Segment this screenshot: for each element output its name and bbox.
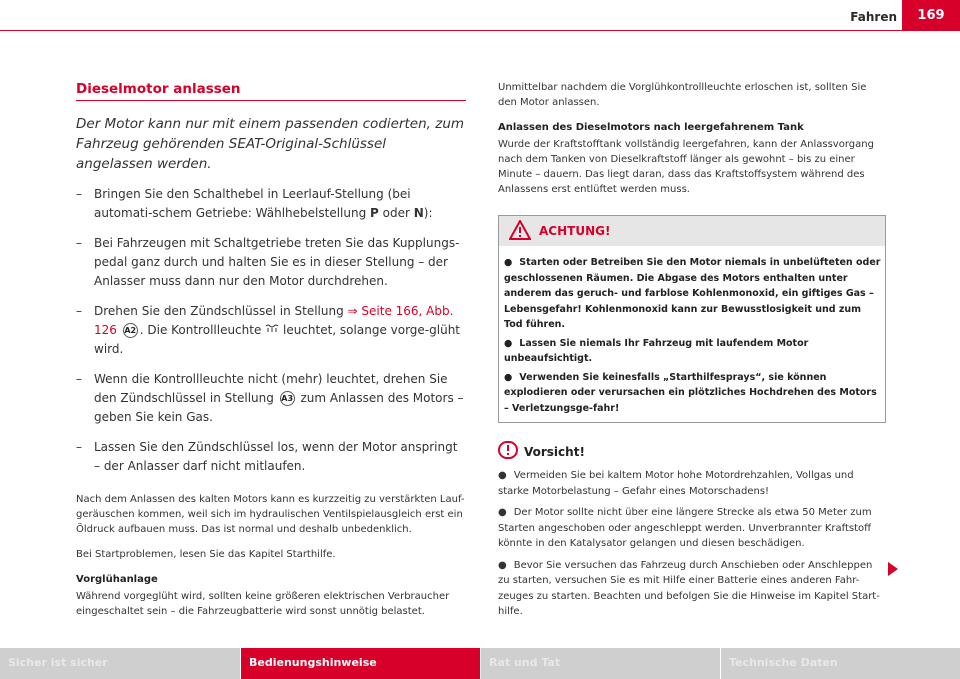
step-2-text: Bei Fahrzeugen mit Schaltgetriebe treten Sie das Kupplungs-pedal ganz durch und halten Sie es in dieser Stellung – der Anlasser muss dann nur den Motor durchdrehen. — [94, 236, 460, 288]
warning-item: ● Starten oder Betreiben Sie den Motor niemals in unbelüfteten oder geschlossenen Räumen. Die Abgase des Motors enthalten unter anderem das geruch- und farblose Kohlenmonoxid, ein giftiges Gas – Lebensgefahr! Kohlenmonoxid kann zur Bewusstlosigkeit und zum Tod führen. — [504, 257, 881, 330]
step-1-end: ): — [423, 206, 433, 220]
chapter-title: Fahren — [850, 10, 897, 24]
paragraph-empty-tank: Wurde der Kraftstofftank vollständig leergefahren, kann der Anlassvorgang nach dem Tanken von Dieselkraftstoff länger als gewohnt – bis zu einer Minute – dauern. Das liegt daran, dass das Kraftstoffsystem während des Anlassens erst entlüftet werden muss. — [498, 139, 874, 195]
position-badge-a3: A3 — [280, 391, 295, 406]
footer-nav — [0, 648, 960, 679]
glow-plug-icon — [265, 325, 279, 336]
figure-reference-link[interactable]: ⇒ Seite 166, Abb. 126 — [94, 304, 454, 337]
step-4 — [76, 370, 466, 427]
left-column — [76, 80, 466, 619]
tab-technische-daten[interactable]: Technische Daten — [720, 648, 960, 679]
next-page-arrow-icon[interactable] — [888, 561, 898, 580]
step-dash: – — [76, 440, 82, 454]
step-dash: – — [76, 187, 82, 201]
right-column — [498, 80, 886, 620]
step-2 — [76, 234, 466, 291]
step-dash: – — [76, 372, 82, 386]
paragraph-start-after-glow: Unmittelbar nachdem die Vorglühkontrollleuchte erloschen ist, sollten Sie den Motor anlassen. — [498, 82, 867, 108]
caution-item: ● Der Motor sollte nicht über eine längere Strecke als etwa 50 Meter zum Starten angeschoben oder angeschleppt werden. Unverbrannter Kraftstoff könnte in den Katalysator gelangen und diesen beschädigen. — [498, 507, 872, 549]
caution-exclamation-icon — [498, 441, 518, 462]
page-number: 169 — [902, 0, 960, 31]
caution-title: Vorsicht! — [524, 444, 585, 459]
caution-header — [498, 441, 886, 462]
warning-triangle-icon — [509, 220, 531, 243]
step-5 — [76, 438, 466, 476]
warning-body — [499, 246, 885, 422]
caution-item-text: Bevor Sie versuchen das Fahrzeug durch Anschieben oder Anschleppen zu starten, versuchen Sie es mit Hilfe einer Batterie eines anderen Fahr-zeuges zu starten. Beachten und befolgen Sie die Hinweise im Kapitel Start-hilfe. — [498, 559, 880, 617]
paragraph-start-problems: Bei Startproblemen, lesen Sie das Kapitel Starthilfe. — [76, 549, 336, 560]
step-3-text-c: leuchtet, solange vorge-glüht wird. — [94, 323, 460, 356]
step-dash: – — [76, 304, 82, 318]
gear-n-label: N — [413, 206, 424, 220]
caution-item-text: Der Motor sollte nicht über eine längere Strecke als etwa 50 Meter zum Starten angeschoben oder angeschleppt werden. Unverbrannter Kraftstoff könnte in den Katalysator gelangen und diesen beschädigen. — [498, 507, 872, 549]
warning-header — [499, 216, 885, 246]
warning-box — [498, 215, 886, 423]
step-4-text-b: zum Anlassen des Motors – geben Sie kein Gas. — [94, 391, 464, 424]
step-1 — [76, 185, 466, 223]
step-1-text: Bringen Sie den Schalthebel in Leerlauf-Stellung (bei automati-schem Getriebe: Wählhebelstellung — [94, 187, 411, 220]
header-rule — [0, 30, 960, 31]
paragraph-glow-system: Während vorgeglüht wird, sollten keine größeren elektrischen Verbraucher eingeschaltet sein – die Fahrzeugbatterie wird sonst unnötig belastet. — [76, 591, 450, 617]
step-3 — [76, 302, 466, 359]
warning-item-text: Verwenden Sie keinesfalls „Starthilfesprays“, sie können explodieren oder verursachen ein plötzliches Hochdrehen des Motors – Verletzungsge-fahr! — [504, 371, 877, 414]
section-title: Dieselmotor anlassen — [76, 81, 466, 101]
warning-item-text: Starten oder Betreiben Sie den Motor niemals in unbelüfteten oder geschlossenen Räumen. Die Abgase des Motors enthalten unter anderem das geruch- und farblose Kohlenmonoxid, ein giftiges Gas – Lebensgefahr! Kohlenmonoxid kann zur Bewusstlosigkeit und zum Tod führen. — [504, 257, 881, 330]
step-3-text-a: Drehen Sie den Zündschlüssel in Stellung — [94, 304, 348, 318]
subheading-empty-tank: Anlassen des Dieselmotors nach leergefahrenem Tank — [498, 122, 804, 133]
tab-bedienungshinweise[interactable]: Bedienungshinweise — [240, 648, 480, 679]
subheading-glow-system: Vorglühanlage — [76, 574, 158, 585]
warning-item: ● Lassen Sie niemals Ihr Fahrzeug mit laufendem Motor unbeaufsichtigt. — [504, 337, 809, 364]
gear-p-label: P — [370, 206, 379, 220]
warning-item-text: Lassen Sie niemals Ihr Fahrzeug mit laufendem Motor unbeaufsichtigt. — [504, 337, 809, 364]
step-3-text-b: . Die Kontrollleuchte — [139, 323, 266, 337]
warning-title: ACHTUNG! — [539, 224, 611, 238]
step-dash: – — [76, 236, 82, 250]
caution-item: ● Vermeiden Sie bei kaltem Motor hohe Motordrehzahlen, Vollgas und starke Motorbelastung – Gefahr eines Motorschadens! — [498, 470, 854, 497]
caution-item-text: Vermeiden Sie bei kaltem Motor hohe Motordrehzahlen, Vollgas und starke Motorbelastung – Gefahr eines Motorschadens! — [498, 470, 854, 497]
intro-text: Der Motor kann nur mit einem passenden codierten, zum Fahrzeug gehörenden SEAT-Original-Schlüssel angelassen werden. — [76, 116, 465, 172]
page-header — [0, 0, 960, 24]
step-1-or: oder — [378, 206, 414, 220]
position-badge-a2: A2 — [123, 323, 138, 338]
step-4-text-a: Wenn die Kontrollleuchte nicht (mehr) leuchtet, drehen Sie den Zündschlüssel in Stellung — [94, 372, 448, 405]
caution-item: ● Bevor Sie versuchen das Fahrzeug durch Anschieben oder Anschleppen zu starten, versuchen Sie es mit Hilfe einer Batterie eines anderen Fahr-zeuges zu starten. Beachten und befolgen Sie die Hinweise im Kapitel Start-hilfe. — [498, 559, 880, 617]
warning-item: ● Verwenden Sie keinesfalls „Starthilfesprays“, sie können explodieren oder verursachen ein plötzliches Hochdrehen des Motors – Verletzungsge-fahr! — [504, 371, 877, 414]
tab-sicher-ist-sicher[interactable]: Sicher ist sicher — [0, 648, 240, 679]
step-5-text: Lassen Sie den Zündschlüssel los, wenn der Motor anspringt – der Anlasser darf nicht mitlaufen. — [94, 440, 458, 473]
paragraph-cold-engine: Nach dem Anlassen des kalten Motors kann es kurzzeitig zu verstärkten Lauf-geräuschen kommen, weil sich im hydraulischen Ventilspielausgleich erst ein Öldruck aufbauen muss. Das ist normal und deshalb unbedenklich. — [76, 494, 465, 535]
tab-rat-und-tat[interactable]: Rat und Tat — [480, 648, 720, 679]
